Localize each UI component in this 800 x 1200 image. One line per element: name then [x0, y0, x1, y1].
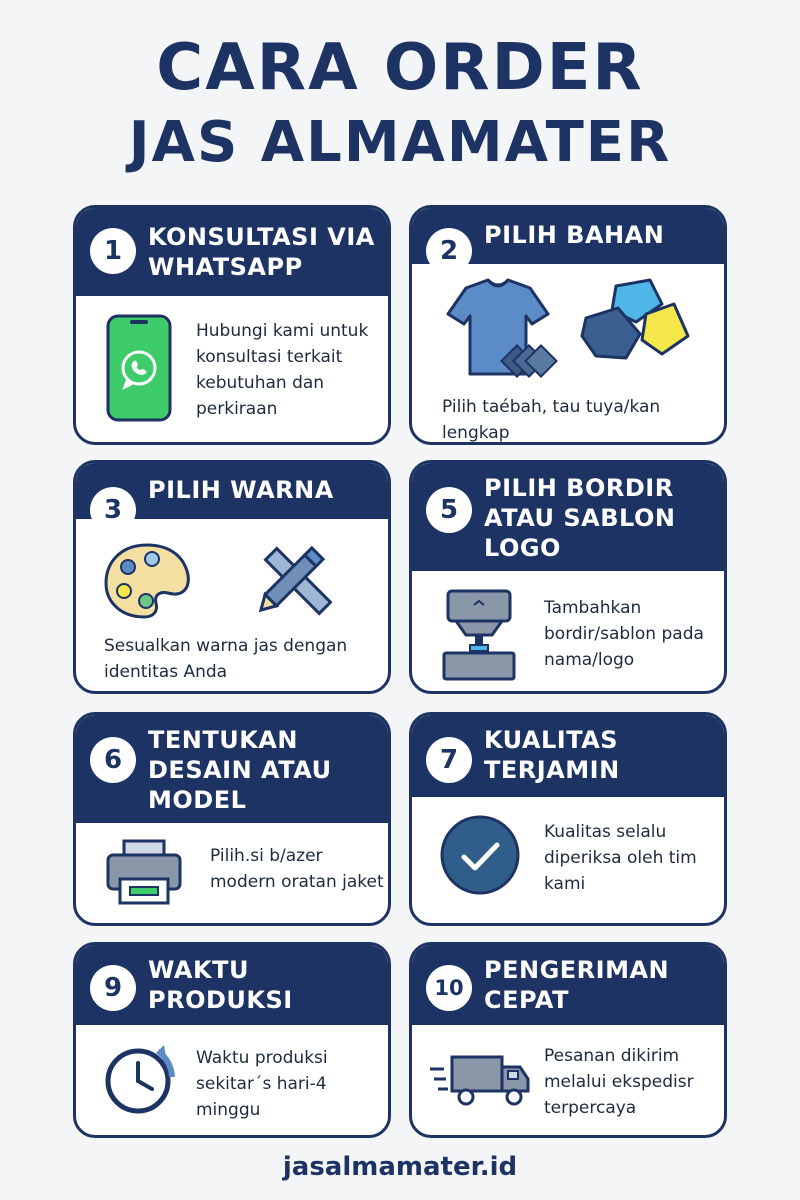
- step-number: 6: [90, 737, 136, 783]
- step-description: Waktu produksi sekitar´s hari-4 minggu: [196, 1048, 328, 1120]
- step-title: WAKTU PRODUKSI: [148, 956, 293, 1014]
- step-number: 9: [90, 965, 136, 1011]
- step-description: Kualitas selalu diperiksa oleh tim kami: [544, 822, 697, 894]
- step-description: Hubungi kami untuk konsultasi terkait kebutuhan dan perkiraan: [196, 321, 369, 419]
- footer-website[interactable]: jasalmamater.id: [282, 1152, 518, 1182]
- step-description: Pesanan dikirim melalui ekspedisr terpercaya: [544, 1046, 694, 1118]
- check-badge-icon: [438, 813, 522, 901]
- step-title: PILIH WARNA: [148, 476, 334, 504]
- step-card-2: [409, 205, 727, 445]
- step-title: PENGERIMAN CEPAT: [484, 956, 670, 1014]
- step-card-9: [73, 942, 391, 1138]
- step-title: KONSULTASI VIA WHATSAPP: [148, 223, 375, 281]
- embroidery-machine-icon: [442, 587, 516, 687]
- step-number: 3: [90, 487, 136, 533]
- step-header: [412, 463, 724, 571]
- step-header: [76, 945, 388, 1025]
- step-number: 2: [426, 228, 472, 274]
- step-title: PILIH BORDIR ATAU SABLON LOGO: [484, 474, 676, 562]
- step-description: Sesualkan warna jas dengan identitas Anda: [104, 636, 348, 682]
- step-header: [76, 208, 388, 296]
- step-header: [412, 715, 724, 797]
- step-description: Tambahkan bordir/sablon pada nama/logo: [544, 598, 704, 670]
- palette-icon: [102, 541, 192, 625]
- step-title: KUALITAS TERJAMIN: [484, 726, 620, 784]
- title-line-2: JAS ALMAMATER: [128, 110, 672, 175]
- step-number: 5: [426, 487, 472, 533]
- fabric-shirt-icon: [436, 274, 716, 398]
- clock-icon: [100, 1039, 180, 1123]
- whatsapp-phone-icon: [106, 314, 172, 426]
- printer-icon: [106, 839, 182, 909]
- delivery-truck-icon: [428, 1051, 532, 1115]
- step-number: 1: [90, 228, 136, 274]
- step-header: [76, 463, 388, 525]
- step-card-1: [73, 205, 391, 445]
- step-card-10: [409, 942, 727, 1138]
- step-title: TENTUKAN DESAIN ATAU MODEL: [148, 726, 332, 814]
- step-card-5: [409, 460, 727, 694]
- step-header: [412, 945, 724, 1025]
- step-number: 7: [426, 737, 472, 783]
- step-header: [76, 715, 388, 823]
- step-card-3: [73, 460, 391, 694]
- step-title: PILIH BAHAN: [484, 221, 665, 249]
- title-line-1: CARA ORDER: [156, 31, 644, 105]
- step-card-6: [73, 712, 391, 926]
- step-card-7: [409, 712, 727, 926]
- step-description: Pilih.si b/azer modern oratan jaket: [210, 846, 384, 892]
- step-number: 10: [426, 965, 472, 1011]
- step-description: Pilih taébah, tau tuya/kan lengkap: [442, 397, 661, 443]
- step-header: [412, 208, 724, 264]
- pencil-ruler-icon: [252, 535, 332, 625]
